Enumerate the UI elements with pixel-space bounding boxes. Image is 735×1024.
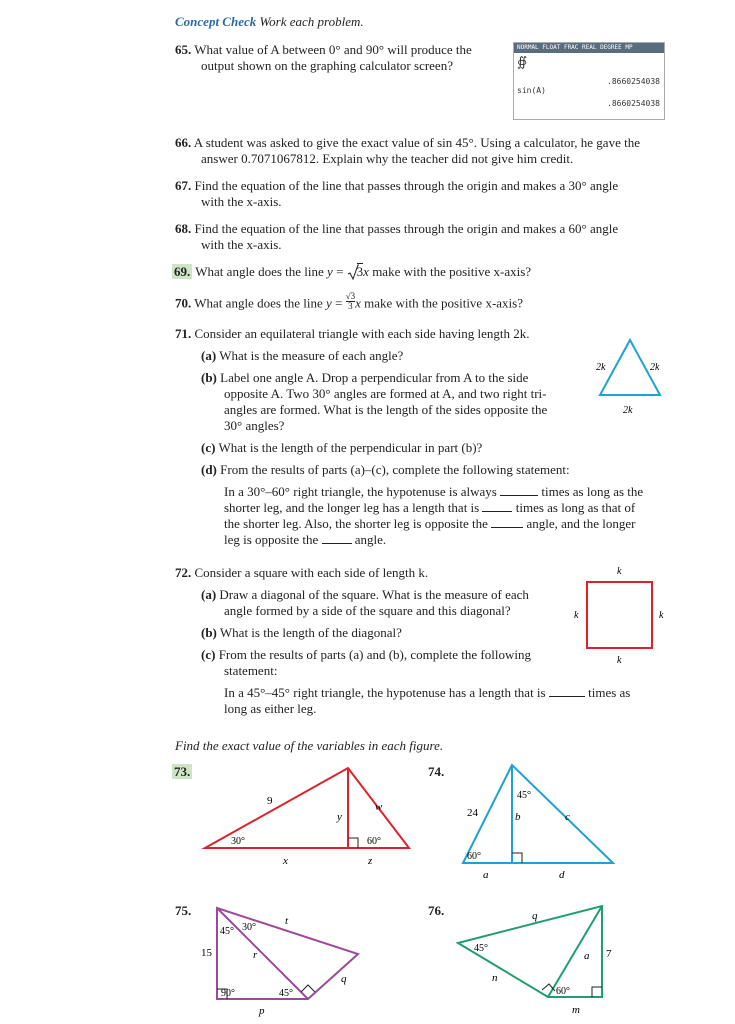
label-p: p <box>259 1005 265 1017</box>
problem-72a <box>201 587 529 603</box>
figure-76 <box>450 895 620 1020</box>
label-60: 60° <box>367 836 381 847</box>
calculator-cursor: ∯ <box>517 55 528 70</box>
label-a: a <box>584 950 590 962</box>
radical-icon <box>347 264 359 280</box>
section-instruction: Work each problem. <box>259 14 364 29</box>
label-24: 24 <box>467 807 478 819</box>
part-text: What is the measure of each angle? <box>219 348 404 363</box>
problem-number: 67. <box>175 178 192 193</box>
right-angle-marker <box>301 985 315 992</box>
problem-number: 74. <box>428 764 445 779</box>
part-label: (b) <box>201 625 217 640</box>
label-9: 9 <box>267 795 273 807</box>
label-y: y <box>337 811 342 823</box>
label-30: 30° <box>242 922 256 933</box>
problem-71b-line4: 30° angles? <box>224 418 285 433</box>
problem-65-line1 <box>175 42 472 58</box>
label-45: 45° <box>474 943 488 954</box>
statement-71-line1 <box>224 484 643 500</box>
problem-67-line1 <box>175 178 618 194</box>
section-header <box>175 14 364 30</box>
problem-75-label <box>175 903 191 919</box>
var-y: y <box>326 295 332 311</box>
label-x: x <box>283 855 288 867</box>
problem-number: 73. <box>174 764 191 779</box>
calculator-screen <box>513 42 665 120</box>
problem-66-line1 <box>175 135 640 151</box>
problem-text: Find the equation of the line that passes through the origin and makes a 30° angle <box>194 178 619 193</box>
statement-text: In a 45°–45° right triangle, the hypotenuse has a length that is <box>224 685 546 700</box>
radicand: 3 <box>356 264 364 279</box>
statement-72-line1 <box>224 685 630 701</box>
part-label: (a) <box>201 348 217 363</box>
calculator-status-bar: NORMAL FLOAT FRAC REAL DEGREE MP <box>514 43 664 53</box>
denominator: 3 <box>348 301 353 311</box>
statement-71-line4 <box>224 532 386 548</box>
problem-71d <box>201 462 570 478</box>
label-n: n <box>492 972 498 984</box>
section-title: Concept Check <box>175 14 257 29</box>
part-text: Draw a diagonal of the square. What is the measure of each <box>219 587 529 602</box>
numerator: √3 <box>345 291 356 301</box>
problem-number: 66. <box>175 135 192 150</box>
label-left: 2k <box>596 362 606 373</box>
problem-text: Consider an equilateral triangle with each side having length 2k. <box>194 326 530 341</box>
label-90: 90° <box>221 988 235 999</box>
problem-76-label <box>428 903 444 919</box>
blank-field[interactable] <box>482 505 512 512</box>
problem-number: 68. <box>175 221 192 236</box>
label-7: 7 <box>606 948 612 960</box>
problem-74-label <box>428 764 444 780</box>
problem-71a <box>201 348 403 364</box>
label-d: d <box>559 869 565 881</box>
problem-66-line2: answer 0.7071067812. Explain why the teacher did not give him credit. <box>201 151 574 166</box>
label-bottom: 2k <box>623 405 633 416</box>
label-r: r <box>253 949 258 961</box>
problem-72a-line2: angle formed by a side of the square and this diagonal? <box>224 603 511 618</box>
problem-72c-line2: statement: <box>224 663 278 678</box>
problem-text: make with the positive x-axis? <box>368 264 532 279</box>
problem-71b-line3: angles are formed. What is the length of the sides opposite the <box>224 402 548 417</box>
equilateral-triangle-figure <box>590 335 670 420</box>
label-b: b <box>515 811 521 823</box>
label-right: 2k <box>650 362 660 373</box>
statement-text: the shorter leg. Also, the shorter leg is opposite the <box>224 516 488 531</box>
fraction <box>346 292 355 311</box>
problem-68-line2: with the x-axis. <box>201 237 282 252</box>
part-text: What is the length of the diagonal? <box>219 625 402 640</box>
part-label: (c) <box>201 647 216 662</box>
right-angle-marker <box>512 853 522 863</box>
problem-number: 70. <box>175 295 192 311</box>
label-60: 60° <box>467 851 481 862</box>
label-a: a <box>483 869 489 881</box>
figure-74 <box>455 760 645 885</box>
problem-text: What angle does the line <box>194 295 327 311</box>
statement-text: leg is opposite the <box>224 532 319 547</box>
problem-73-label <box>172 764 192 780</box>
statement-text: In a 30°–60° right triangle, the hypotenuse is always <box>224 484 497 499</box>
blank-field[interactable] <box>500 489 538 496</box>
problem-65-line2: output shown on the graphing calculator screen? <box>201 58 453 73</box>
problem-number: 75. <box>175 903 192 918</box>
part-text: From the results of parts (a)–(c), complete the following statement: <box>220 462 570 477</box>
label-m: m <box>572 1004 580 1016</box>
label-left: k <box>574 610 579 621</box>
label-45b: 45° <box>279 988 293 999</box>
statement-text: times as <box>588 685 631 700</box>
label-30: 30° <box>231 836 245 847</box>
problem-text: A student was asked to give the exact value of sin 45°. Using a calculator, he gave the <box>193 135 640 150</box>
statement-71-line3 <box>224 516 635 532</box>
problem-71b <box>201 370 528 386</box>
label-45: 45° <box>517 790 531 801</box>
calculator-result-1: .8660254038 <box>607 77 660 86</box>
label-bottom: k <box>617 655 622 666</box>
part-label: (d) <box>201 462 217 477</box>
right-angle-marker <box>348 838 358 848</box>
problem-number: 72. <box>175 565 192 580</box>
var-y: y <box>327 264 333 279</box>
part-label: (b) <box>201 370 217 385</box>
problem-68-line1 <box>175 221 618 237</box>
problem-72b <box>201 625 402 641</box>
problem-text: What angle does the line <box>195 264 328 279</box>
right-angle-marker <box>592 987 602 997</box>
statement-text: times as long as the <box>541 484 644 499</box>
calculator-result-2: .8660254038 <box>607 99 660 108</box>
problem-71-intro <box>175 326 530 342</box>
label-z: z <box>368 855 373 867</box>
equals: = <box>331 295 346 311</box>
label-top: k <box>617 566 622 577</box>
equals: = <box>332 264 347 279</box>
problem-71c <box>201 440 482 456</box>
label-45: 45° <box>220 926 234 937</box>
statement-text: shorter leg, and the longer leg has a length that is <box>224 500 480 515</box>
problem-71b-line2: opposite A. Two 30° angles are formed at A, and two right tri- <box>224 386 547 401</box>
blank-field[interactable] <box>322 537 352 544</box>
statement-71-line2 <box>224 500 635 516</box>
problem-text: Find the equation of the line that passes through the origin and makes a 60° angle <box>194 221 619 236</box>
calculator-expression: sin(A) <box>517 86 546 95</box>
part-text: Label one angle A. Drop a perpendicular from A to the side <box>220 370 529 385</box>
statement-text: angle, and the longer <box>526 516 636 531</box>
problem-text: make with the positive x-axis? <box>360 295 523 311</box>
diagonal <box>217 908 308 999</box>
problem-number: 65. <box>175 42 192 57</box>
label-right: k <box>659 610 664 621</box>
square-figure <box>570 562 670 670</box>
var-x: x <box>355 295 361 311</box>
label-w: w <box>375 801 383 813</box>
problem-number: 69. <box>174 264 191 279</box>
exact-value-instruction: Find the exact value of the variables in each figure. <box>175 738 444 753</box>
problem-number: 76. <box>428 903 445 918</box>
statement-text: angle. <box>354 532 387 547</box>
figure-75 <box>195 898 375 1018</box>
problem-number: 71. <box>175 326 192 341</box>
label-q: q <box>341 973 347 985</box>
diagonal <box>548 906 602 997</box>
problem-text: Consider a square with each side of length k. <box>194 565 429 580</box>
problem-69 <box>172 264 531 280</box>
part-text: From the results of parts (a) and (b), complete the following <box>218 647 531 662</box>
figure-73 <box>195 760 420 870</box>
label-c: c <box>565 811 570 823</box>
part-text: What is the length of the perpendicular in part (b)? <box>218 440 483 455</box>
label-60: 60° <box>556 986 570 997</box>
triangle-outer <box>463 765 613 863</box>
square-shape <box>587 582 652 648</box>
sqrt-expression <box>347 264 364 280</box>
problem-70 <box>175 291 523 314</box>
statement-72-line2: long as either leg. <box>224 701 317 716</box>
label-q: q <box>532 910 538 922</box>
statement-text: times as long as that of <box>515 500 636 515</box>
blank-field[interactable] <box>549 690 585 697</box>
problem-72-intro <box>175 565 428 581</box>
part-label: (c) <box>201 440 216 455</box>
part-label: (a) <box>201 587 217 602</box>
label-t: t <box>285 915 289 927</box>
problem-67-line2: with the x-axis. <box>201 194 282 209</box>
label-15: 15 <box>201 947 212 959</box>
blank-field[interactable] <box>491 521 523 528</box>
problem-text: What value of A between 0° and 90° will produce the <box>194 42 472 57</box>
var-x: x <box>363 264 369 279</box>
problem-72c <box>201 647 531 663</box>
